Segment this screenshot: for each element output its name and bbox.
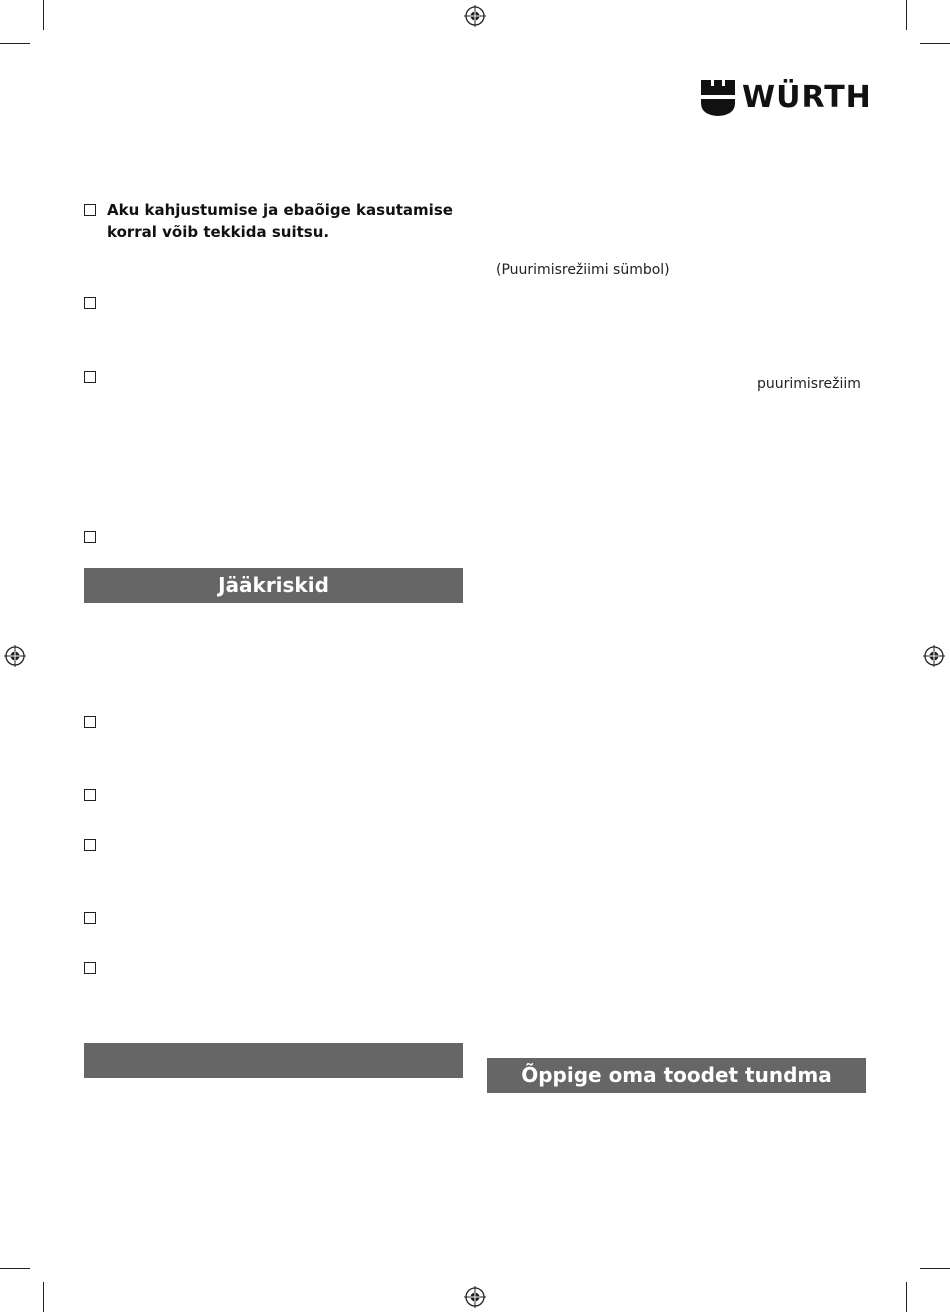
registration-mark-top-icon [464,5,486,27]
crop-mark-bottom-left-horizontal [0,1268,30,1269]
crop-mark-bottom-right-horizontal [920,1268,950,1269]
checkbox-item-2 [84,297,96,309]
brand-name: WÜRTH [742,80,872,115]
checkbox-item-4 [84,531,96,543]
registration-mark-bottom-icon [464,1286,486,1308]
section-heading-residual-risks: Jääkriskid [84,568,463,603]
section-heading-know-product: Õppige oma toodet tundma [487,1058,866,1093]
drilling-mode-symbol-caption: (Puurimisrežiimi sümbol) [496,262,670,278]
checkbox-warning [84,204,96,216]
checkbox-risk-4 [84,912,96,924]
checkbox-risk-5 [84,962,96,974]
checkbox-risk-1 [84,716,96,728]
section-heading-blank [84,1043,463,1078]
crop-mark-top-right-vertical [906,0,907,30]
crop-mark-bottom-right-vertical [906,1282,907,1312]
wurth-logo-icon [700,79,736,117]
crop-mark-top-left-vertical [43,0,44,30]
crop-mark-bottom-left-vertical [43,1282,44,1312]
registration-mark-left-icon [4,645,26,667]
registration-mark-right-icon [923,645,945,667]
checkbox-risk-3 [84,839,96,851]
warning-text: Aku kahjustumise ja ebaõige kasutamise korral võib tekkida suitsu. [107,201,453,241]
crop-mark-top-left-horizontal [0,43,30,44]
crop-mark-top-right-horizontal [920,43,950,44]
checkbox-item-3 [84,371,96,383]
checkbox-risk-2 [84,789,96,801]
drilling-mode-label: puurimisrežiim [757,376,861,392]
